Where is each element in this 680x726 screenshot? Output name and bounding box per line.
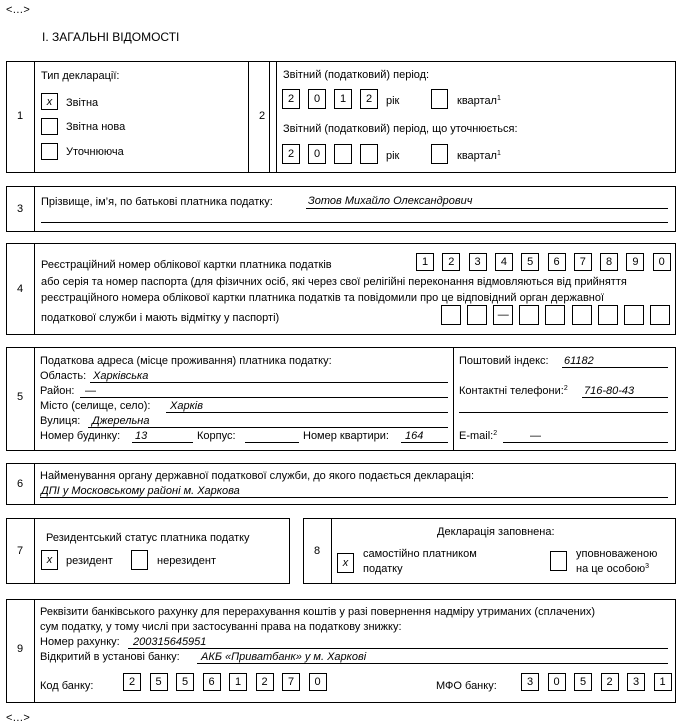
- tax-number-digit-6[interactable]: 6: [548, 253, 566, 271]
- section-6-number: 6: [17, 478, 24, 490]
- spec-period-label: Звітний (податковий) період, що уточнюється:: [283, 123, 518, 135]
- type-regular-label: Звітна: [66, 97, 99, 109]
- type-regular-checkbox[interactable]: x: [41, 93, 58, 110]
- filled-agent-label-2: на це особою$^3$: [576, 563, 650, 575]
- mfo-digit-4[interactable]: 2: [601, 673, 619, 691]
- mfo-digit-1[interactable]: 3: [521, 673, 539, 691]
- house-value[interactable]: 13: [135, 430, 148, 442]
- house-label: Номер будинку:: [40, 430, 121, 442]
- nonresident-checkbox[interactable]: [131, 550, 148, 570]
- bank-code-digit-5[interactable]: 1: [229, 673, 247, 691]
- spec-year-digit-2[interactable]: 0: [308, 144, 326, 164]
- bank-value[interactable]: АКБ «Приватбанк» у м. Харкові: [201, 651, 367, 663]
- tax-number-digit-1[interactable]: 1: [416, 253, 434, 271]
- filled-self-checkbox[interactable]: x: [337, 553, 354, 573]
- mfo-digit-3[interactable]: 5: [574, 673, 592, 691]
- bank-code-label: Код банку:: [40, 680, 94, 692]
- filled-self-label-2: податку: [363, 563, 403, 575]
- year-digit-1[interactable]: 2: [282, 89, 300, 109]
- city-label: Місто (селище, село):: [40, 400, 151, 412]
- section-7-number: 7: [17, 545, 24, 557]
- quarter-box[interactable]: [431, 89, 448, 109]
- top-ellipsis: <…>: [6, 4, 30, 16]
- section-9-number: 9: [17, 643, 24, 655]
- type-new-checkbox[interactable]: [41, 118, 58, 135]
- passport-char-8[interactable]: [624, 305, 644, 325]
- year-digit-4[interactable]: 2: [360, 89, 378, 109]
- address-label: Податкова адреса (місце проживання) платника податку:: [40, 355, 332, 367]
- passport-char-5[interactable]: [545, 305, 565, 325]
- flat-label: Номер квартири:: [303, 430, 389, 442]
- region-label: Область:: [40, 370, 87, 382]
- bank-details-line-1: Реквізити банківського рахунку для перерахування коштів у разі повернення надміру утриманих (сплачених): [40, 606, 596, 618]
- passport-label-line-2: або серія та номер паспорта (для фізичних осіб, які через свої релігійні переконання відмовляються від прийняття: [41, 276, 627, 288]
- passport-char-3[interactable]: —: [493, 305, 513, 325]
- type-clarifying-checkbox[interactable]: [41, 143, 58, 160]
- korpus-label: Корпус:: [197, 430, 236, 442]
- resident-status-label: Резидентський статус платника податку: [46, 532, 250, 544]
- phone-label: Контактні телефони:$^2$: [459, 385, 568, 397]
- email-label: E-mail:$^2$: [459, 430, 498, 442]
- tax-number-digit-5[interactable]: 5: [521, 253, 539, 271]
- phone-value[interactable]: 716-80-43: [584, 385, 635, 397]
- passport-label-line-4: податкової служби і мають відмітку у паспорті): [41, 312, 280, 324]
- passport-char-4[interactable]: [519, 305, 539, 325]
- bank-code-digit-6[interactable]: 2: [256, 673, 274, 691]
- tax-number-digit-4[interactable]: 4: [495, 253, 513, 271]
- section-2-number: 2: [259, 110, 266, 122]
- filled-agent-label-1: уповноваженою: [576, 548, 658, 560]
- section-4-number: 4: [17, 283, 24, 295]
- tax-number-digit-8[interactable]: 8: [600, 253, 618, 271]
- tax-number-digit-10[interactable]: 0: [653, 253, 671, 271]
- tax-number-digit-2[interactable]: 2: [442, 253, 460, 271]
- spec-year-digit-4[interactable]: [360, 144, 378, 164]
- mfo-label: МФО банку:: [436, 680, 497, 692]
- postal-label: Поштовий індекс:: [459, 355, 549, 367]
- year-digit-2[interactable]: 0: [308, 89, 326, 109]
- region-value[interactable]: Харківська: [93, 370, 149, 382]
- passport-char-6[interactable]: [572, 305, 592, 325]
- bank-details-line-2: сум податку, у тому числі при застосуванні права на податкову знижку:: [40, 621, 402, 633]
- passport-label-line-3: реєстраційного номера облікової картки платника податків та повідомили про це відповідний орган державної: [41, 292, 605, 304]
- spec-quarter-box[interactable]: [431, 144, 448, 164]
- mfo-digit-2[interactable]: 0: [548, 673, 566, 691]
- section-8-number: 8: [314, 545, 321, 557]
- spec-year-digit-1[interactable]: 2: [282, 144, 300, 164]
- section-1-number: 1: [17, 110, 24, 122]
- spec-year-label: рік: [386, 150, 400, 162]
- taxpayer-name-label: Прізвище, ім’я, по батькові платника податку:: [41, 196, 273, 208]
- type-clarifying-label: Уточнююча: [66, 146, 124, 158]
- declaration-type-label: Тип декларації:: [41, 70, 120, 82]
- filled-agent-checkbox[interactable]: [550, 551, 567, 571]
- account-value[interactable]: 200315645951: [133, 636, 207, 648]
- nonresident-label: нерезидент: [157, 555, 217, 567]
- bank-label: Відкритий в установі банку:: [40, 651, 180, 663]
- section-5-number: 5: [17, 391, 24, 403]
- bank-code-digit-1[interactable]: 2: [123, 673, 141, 691]
- street-value[interactable]: Джерельна: [92, 415, 150, 427]
- spec-year-digit-3[interactable]: [334, 144, 352, 164]
- passport-char-7[interactable]: [598, 305, 618, 325]
- resident-label: резидент: [66, 555, 113, 567]
- filled-by-label: Декларація заповнена:: [437, 526, 555, 538]
- type-new-label: Звітна нова: [66, 121, 126, 133]
- tax-number-digit-9[interactable]: 9: [626, 253, 644, 271]
- tax-number-digit-7[interactable]: 7: [574, 253, 592, 271]
- flat-value[interactable]: 164: [405, 430, 424, 442]
- spec-quarter-label: квартал$^1$: [457, 150, 501, 162]
- year-label: рік: [386, 95, 400, 107]
- mfo-digit-5[interactable]: 3: [627, 673, 645, 691]
- postal-value[interactable]: 61182: [564, 355, 594, 367]
- bank-code-digit-3[interactable]: 5: [176, 673, 194, 691]
- passport-char-2[interactable]: [467, 305, 487, 325]
- email-value[interactable]: —: [530, 430, 541, 442]
- tax-office-value[interactable]: ДПІ у Московському районі м. Харкова: [41, 485, 240, 497]
- passport-char-1[interactable]: [441, 305, 461, 325]
- bank-code-digit-2[interactable]: 5: [150, 673, 168, 691]
- bank-code-digit-7[interactable]: 7: [282, 673, 300, 691]
- taxpayer-name-value[interactable]: Зотов Михайло Олександрович: [308, 195, 473, 207]
- tax-number-label: Реєстраційний номер облікової картки платника податків: [41, 259, 332, 271]
- district-label: Район:: [40, 385, 75, 397]
- resident-checkbox[interactable]: x: [41, 550, 58, 570]
- quarter-label: квартал$^1$: [457, 95, 501, 107]
- section-title: I. ЗАГАЛЬНІ ВІДОМОСТІ: [42, 30, 180, 44]
- bottom-ellipsis: <…>: [6, 712, 30, 724]
- district-value[interactable]: —: [85, 385, 96, 397]
- filled-self-label-1: самостійно платником: [363, 548, 477, 560]
- tax-office-label: Найменування органу державної податкової служби, до якого подається декларація:: [40, 470, 475, 482]
- bank-code-digit-8[interactable]: 0: [309, 673, 327, 691]
- street-label: Вулиця:: [40, 415, 81, 427]
- mfo-digit-6[interactable]: 1: [654, 673, 672, 691]
- year-digit-3[interactable]: 1: [334, 89, 352, 109]
- section-3-box: [6, 186, 676, 232]
- bank-code-digit-4[interactable]: 6: [203, 673, 221, 691]
- period-label: Звітний (податковий) період:: [283, 69, 430, 81]
- city-value[interactable]: Харків: [170, 400, 203, 412]
- tax-number-digit-3[interactable]: 3: [469, 253, 487, 271]
- section-3-number: 3: [17, 203, 24, 215]
- passport-char-9[interactable]: [650, 305, 670, 325]
- account-label: Номер рахунку:: [40, 636, 120, 648]
